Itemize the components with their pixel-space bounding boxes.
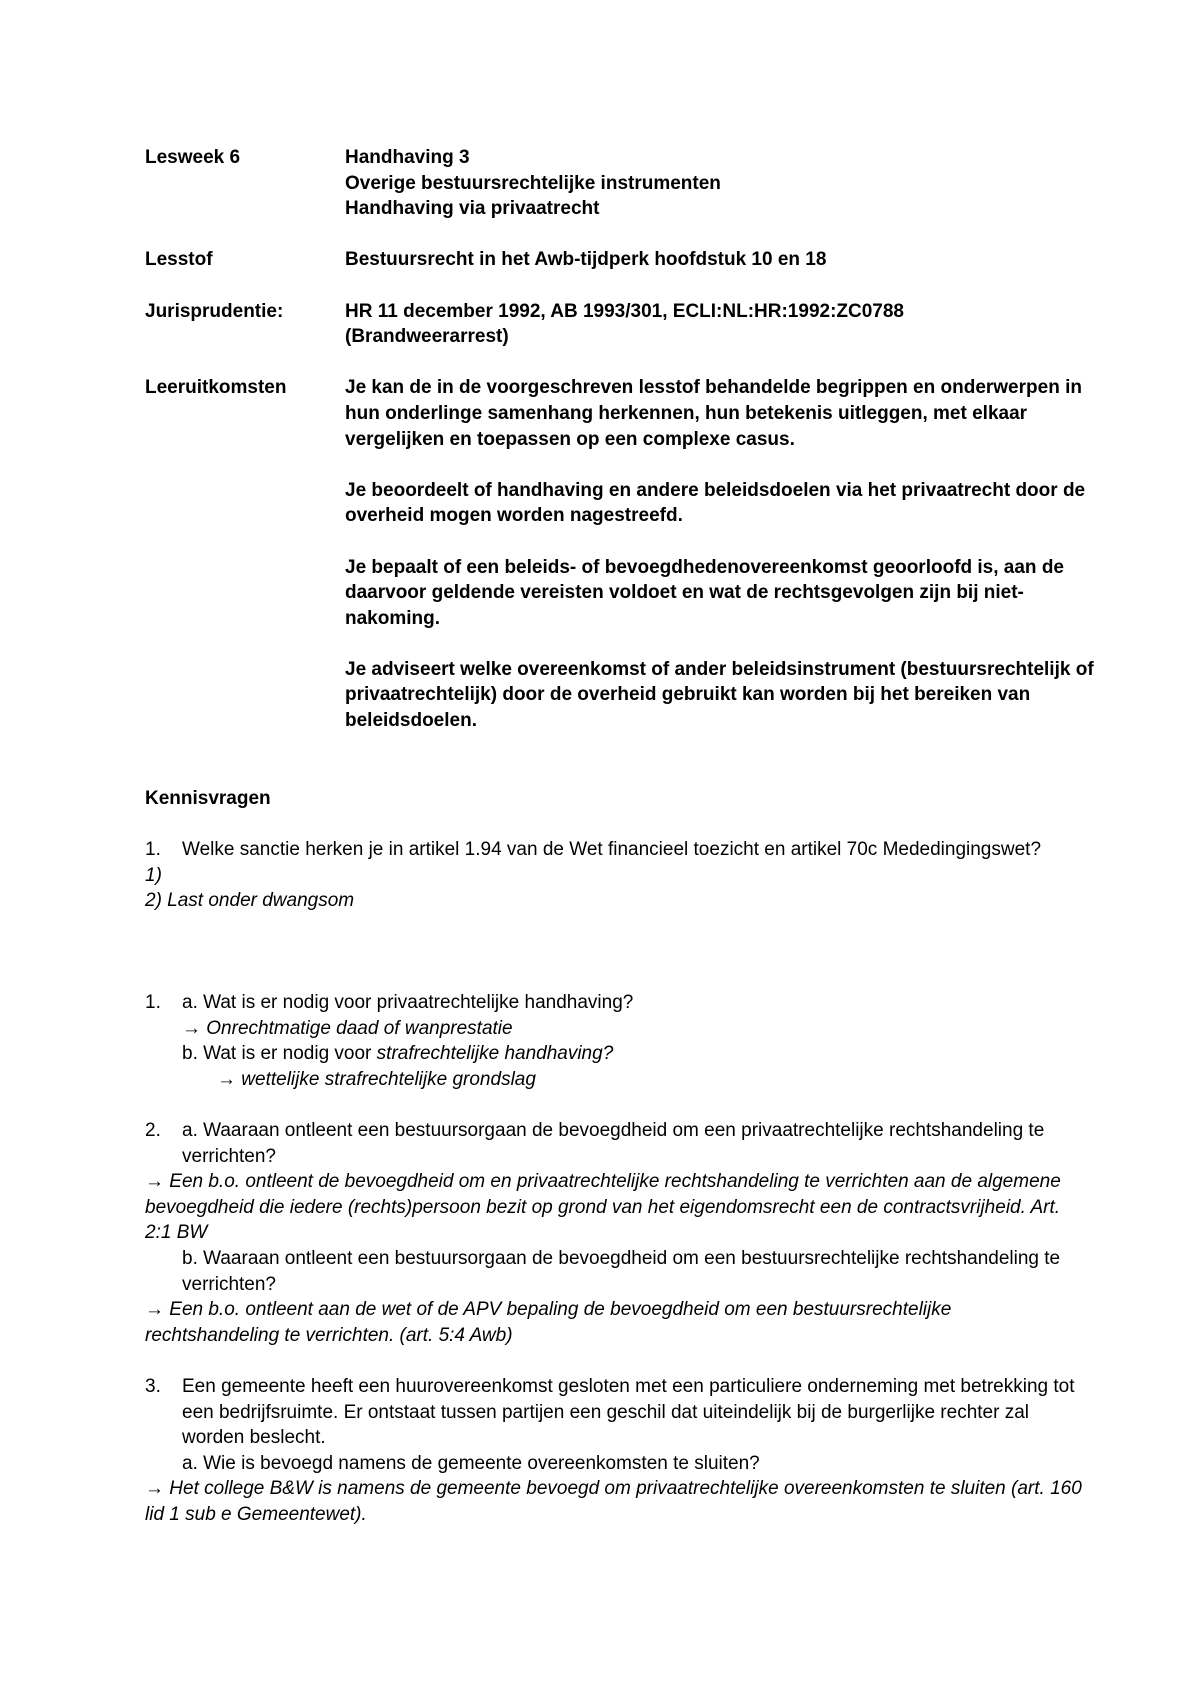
question-subpart: a. Wie is bevoegd namens de gemeente overeenkomsten te sluiten? — [182, 1452, 760, 1474]
question-number: 1. — [145, 992, 161, 1013]
question-text-italic: strafrechtelijke handhaving? — [376, 1043, 614, 1065]
leeruitkomst-paragraph: Je beoordeelt of handhaving en andere beleidsdoelen via het privaatrecht door de overheid mogen worden nagestreefd. — [345, 479, 1086, 527]
answer-line — [145, 1476, 1085, 1527]
lesweek-label: Lesweek 6 — [145, 147, 241, 168]
question-number: 1. — [145, 839, 161, 860]
answer-line — [145, 1016, 1085, 1042]
answer-line — [145, 1297, 1085, 1348]
answer-text: Onrechtmatige daad of wanprestatie — [206, 1017, 513, 1039]
question-text: a. Waaraan ontleent een bestuursorgaan de bevoegdheid om een privaatrechtelijke rechtshandeling te verrichten? — [182, 1120, 1045, 1167]
lesweek-line: Handhaving 3 — [345, 147, 470, 168]
question-item — [145, 1118, 1085, 1169]
arrow-icon: → — [145, 1171, 164, 1193]
answer-line — [145, 1169, 1085, 1246]
answer-line — [145, 1067, 1085, 1093]
answer-text: wettelijke strafrechtelijke grondslag — [241, 1068, 536, 1090]
jurisprudentie-line: HR 11 december 1992, AB 1993/301, ECLI:NL:HR:1992:ZC0788 — [345, 300, 904, 322]
lesweek-line: Handhaving via privaatrecht — [345, 198, 600, 220]
question-subpart: b. Waaraan ontleent een bestuursorgaan de bevoegdheid om een bestuursrechtelijke rechtshandeling te verrichten? — [182, 1247, 1061, 1295]
question-subpart — [145, 1041, 1085, 1067]
arrow-icon: → — [182, 1017, 201, 1039]
question-text: Een gemeente heeft een huurovereenkomst gesloten met een particuliere onderneming met betrekking tot een bedrijfsruimte. Er ontstaat tussen partijen een geschil dat uiteindelijk bij de burgerlijke rechter zal worden beslecht. — [182, 1376, 1075, 1449]
answer-text: Het college B&W is namens de gemeente bevoegd om privaatrechtelijke overeenkomsten te sluiten (art. 160 lid 1 sub e Gemeentewet). — [145, 1478, 1082, 1525]
leeruitkomsten-label: Leeruitkomsten — [145, 377, 287, 399]
question-number: 3. — [145, 1376, 161, 1397]
lesstof-value: Bestuursrecht in het Awb-tijdperk hoofdstuk 10 en 18 — [345, 249, 827, 271]
kennisvragen-title: Kennisvragen — [145, 788, 271, 809]
question-item — [145, 837, 1085, 863]
leeruitkomst-paragraph: Je kan de in de voorgeschreven lesstof behandelde begrippen en onderwerpen in hun onderlinge samenhang herkennen, hun betekenis uitleggen, met elkaar vergelijken en toepassen op een complexe casus. — [345, 377, 1082, 450]
jurisprudentie-line: (Brandweerarrest) — [345, 326, 509, 348]
answer-text: Een b.o. ontleent aan de wet of de APV bepaling de bevoegdheid om een bestuursrechtelijke rechtshandeling te verrichten. (art. 5:4 Awb) — [145, 1299, 952, 1346]
answer-line: 1) — [145, 864, 162, 886]
leeruitkomst-paragraph: Je adviseert welke overeenkomst of ander beleidsinstrument (bestuursrechtelijk of privaatrechtelijk) door de overheid gebruikt kan worden bij het bereiken van beleidsdoelen. — [345, 658, 1094, 732]
leeruitkomsten-row — [145, 375, 1095, 733]
jurisprudentie-value — [345, 299, 1095, 350]
lesstof-row — [145, 247, 1095, 273]
question-text: b. Wat is er nodig voor — [182, 1043, 377, 1065]
question-text: a. Wat is er nodig voor privaatrechtelijke handhaving? — [182, 992, 634, 1013]
jurisprudentie-row — [145, 299, 1095, 350]
question-number: 2. — [145, 1120, 161, 1141]
question-item — [145, 1374, 1085, 1451]
jurisprudentie-label: Jurisprudentie: — [145, 300, 284, 322]
arrow-icon: → — [145, 1299, 164, 1321]
lesstof-label: Lesstof — [145, 249, 213, 271]
lesweek-value — [345, 145, 1095, 222]
question-block-2 — [145, 1118, 1085, 1348]
arrow-icon: → — [217, 1068, 236, 1090]
leeruitkomst-paragraph: Je bepaalt of een beleids- of bevoegdhedenovereenkomst geoorloofd is, aan de daarvoor geldende vereisten voldoet en wat de rechtsgevolgen zijn bij niet-nakoming. — [345, 556, 1064, 629]
answer-text: Een b.o. ontleent de bevoegdheid om en privaatrechtelijke rechtshandeling te verrichten aan de algemene bevoegdheid die iedere (rechts)persoon bezit op grond van het eigendomsrecht een de contractsvrijheid. Art. 2:1 BW — [145, 1171, 1061, 1244]
question-text: Welke sanctie herken je in artikel 1.94 van de Wet financieel toezicht en artikel 70c Mededingingswet? — [182, 839, 1042, 860]
question-block-3 — [145, 1374, 1085, 1528]
arrow-icon: → — [145, 1478, 164, 1500]
course-header — [145, 145, 1095, 759]
lesweek-row — [145, 145, 1095, 222]
leeruitkomsten-value — [345, 375, 1095, 733]
question-block-1 — [145, 990, 1085, 1092]
question-item — [145, 990, 1085, 1016]
question-block-0 — [145, 837, 1085, 914]
lesweek-line: Overige bestuursrechtelijke instrumenten — [345, 172, 721, 194]
answer-line: 2) Last onder dwangsom — [145, 890, 355, 912]
